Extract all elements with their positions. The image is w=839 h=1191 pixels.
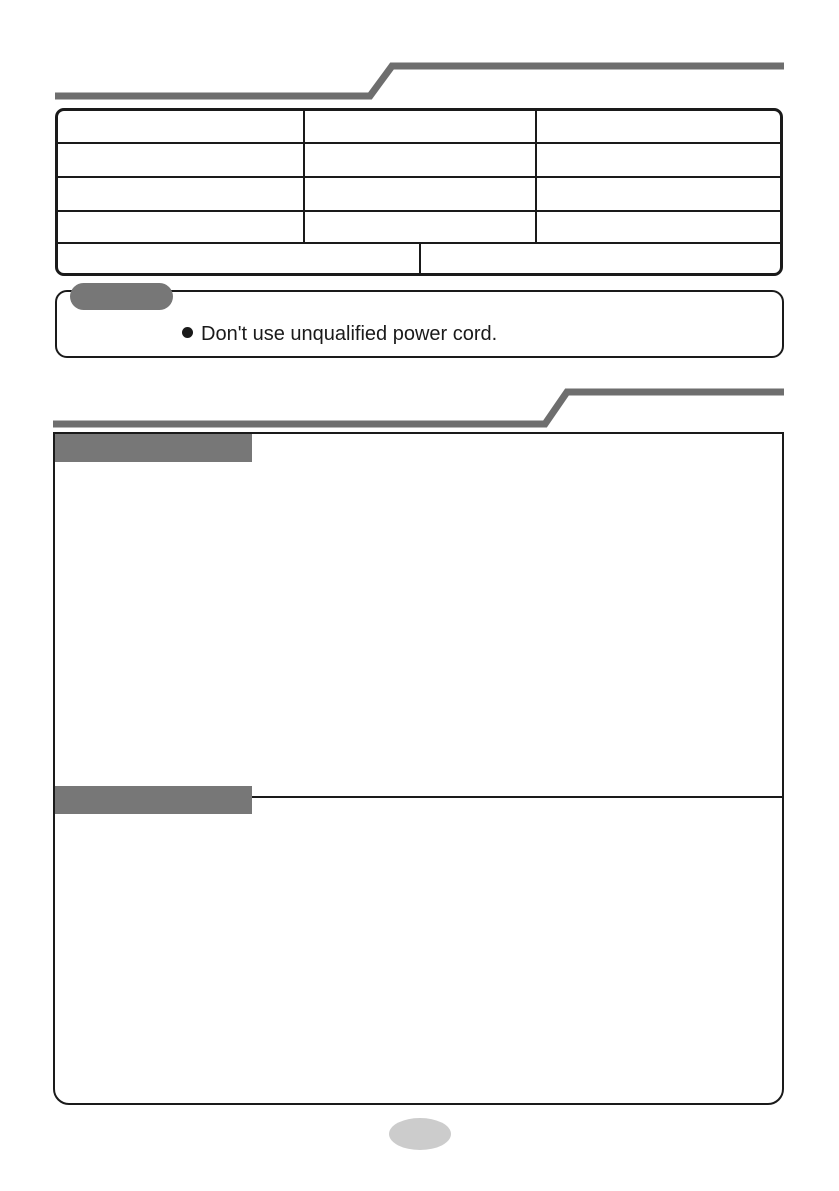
table-cell	[537, 111, 780, 142]
table-row	[58, 176, 780, 212]
table-cell	[58, 178, 305, 212]
table-cell	[58, 111, 305, 142]
section-header-rule-2-graphic	[0, 370, 839, 440]
table-cell	[305, 144, 537, 178]
table-cell	[537, 178, 780, 212]
table-cell	[305, 212, 537, 244]
section-header-rule-1	[0, 0, 839, 110]
installation-box	[53, 432, 784, 1105]
table-cell	[58, 144, 305, 178]
table-cell	[537, 144, 780, 178]
table-cell	[305, 111, 537, 142]
warning-bullet-text: Don't use unqualified power cord.	[201, 323, 498, 345]
spec-table	[55, 108, 783, 276]
table-cell	[305, 178, 537, 212]
section-label-2	[55, 786, 252, 814]
table-cell	[537, 212, 780, 244]
bullet-icon	[182, 327, 193, 338]
warning-tab	[70, 283, 173, 310]
table-cell	[421, 244, 780, 276]
section-label-1	[55, 434, 252, 462]
table-row	[58, 210, 780, 244]
table-cell	[58, 244, 421, 276]
page-number-badge	[389, 1118, 451, 1150]
section-header-rule-2	[0, 370, 839, 440]
table-row	[58, 111, 780, 142]
table-cell	[58, 212, 305, 244]
table-row	[58, 242, 780, 276]
table-row	[58, 142, 780, 178]
section-header-rule-1-graphic	[0, 0, 839, 110]
warning-bullet-item	[182, 323, 497, 346]
